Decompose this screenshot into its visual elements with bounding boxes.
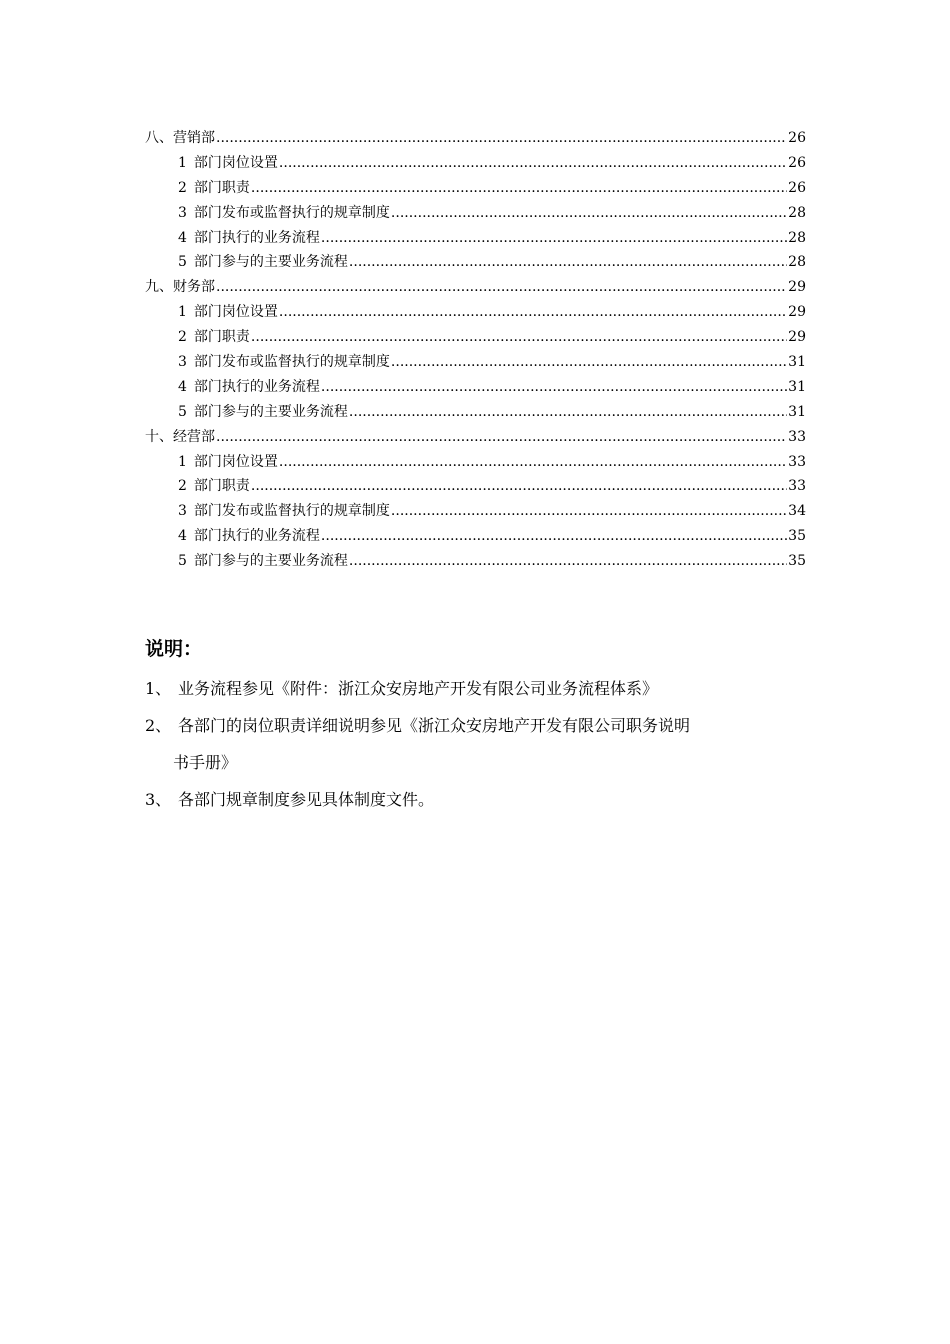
toc-entry-page: 34 — [788, 503, 806, 520]
toc-entry-number: 1 — [178, 154, 187, 171]
toc-entry-label: 部门岗位设置 — [193, 154, 278, 171]
toc-entry-page: 26 — [788, 154, 806, 171]
toc-dot-leader — [349, 250, 787, 275]
note-text: 各部门规章制度参见具体制度文件。 — [178, 790, 435, 809]
toc-entry-label: 部门职责 — [193, 478, 250, 495]
toc-entry-label: 部门岗位设置 — [193, 453, 278, 470]
toc-entry-number: 5 — [178, 254, 187, 271]
toc-entry-number: 3 — [178, 354, 187, 371]
toc-entry[interactable] — [145, 524, 806, 549]
toc-entry-number: 3 — [178, 204, 187, 221]
toc-entry-number: 2 — [178, 329, 187, 346]
toc-dot-leader — [251, 474, 787, 499]
toc-entry-page: 33 — [788, 428, 806, 445]
toc-entry-label: 部门参与的主要业务流程 — [193, 403, 348, 420]
toc-entry-label: 八、营销部 — [145, 130, 215, 146]
toc-entry-label: 部门参与的主要业务流程 — [193, 553, 348, 570]
toc-entry-number: 3 — [178, 503, 187, 520]
toc-entry[interactable] — [145, 250, 806, 275]
toc-dot-leader — [349, 400, 787, 425]
toc-entry-page: 35 — [788, 553, 806, 570]
notes-list — [145, 670, 825, 818]
toc-entry-page: 29 — [788, 304, 806, 321]
toc-entry-page: 33 — [788, 478, 806, 495]
toc-entry-page: 31 — [788, 378, 806, 395]
toc-entry[interactable] — [145, 226, 806, 251]
toc-dot-leader — [391, 350, 787, 375]
toc-entry[interactable] — [145, 450, 806, 475]
toc-entry[interactable] — [145, 549, 806, 574]
toc-dot-leader — [216, 275, 787, 300]
toc-entry-number: 2 — [178, 179, 187, 196]
toc-entry-page: 28 — [788, 229, 806, 246]
toc-entry-number: 5 — [178, 403, 187, 420]
toc-entry-number: 4 — [178, 229, 187, 246]
toc-dot-leader — [216, 425, 787, 450]
toc-entry-number: 1 — [178, 453, 187, 470]
toc-entry-page: 26 — [788, 130, 806, 146]
toc-entry-page: 29 — [788, 279, 806, 296]
toc-entry-page: 26 — [788, 179, 806, 196]
note-number: 2、 — [145, 716, 172, 735]
toc-entry-page: 31 — [788, 403, 806, 420]
toc-entry[interactable] — [145, 400, 806, 425]
toc-entry-page: 29 — [788, 329, 806, 346]
toc-entry[interactable] — [145, 425, 806, 450]
toc-dot-leader — [251, 176, 787, 201]
toc-entry[interactable] — [145, 300, 806, 325]
toc-entry[interactable] — [145, 350, 806, 375]
toc-entry-label: 部门职责 — [193, 179, 250, 196]
table-of-contents — [145, 126, 806, 574]
toc-dot-leader — [279, 151, 787, 176]
toc-dot-leader — [251, 325, 787, 350]
note-item — [145, 670, 825, 707]
toc-entry-label: 部门发布或监督执行的规章制度 — [193, 204, 390, 221]
toc-entry-number: 4 — [178, 378, 187, 395]
toc-entry-page: 31 — [788, 354, 806, 371]
toc-entry-label: 部门参与的主要业务流程 — [193, 254, 348, 271]
note-text: 各部门的岗位职责详细说明参见《浙江众安房地产开发有限公司职务说明 — [178, 716, 691, 735]
toc-entry[interactable] — [145, 126, 806, 151]
toc-entry-number: 5 — [178, 553, 187, 570]
notes-section — [145, 632, 825, 818]
toc-dot-leader — [321, 524, 787, 549]
toc-entry[interactable] — [145, 375, 806, 400]
notes-title: 说明： — [145, 638, 203, 660]
toc-entry-page: 33 — [788, 453, 806, 470]
note-text-continuation: 书手册》 — [173, 753, 238, 772]
toc-entry[interactable] — [145, 201, 806, 226]
toc-dot-leader — [391, 499, 787, 524]
toc-entry-label: 部门执行的业务流程 — [193, 378, 320, 395]
toc-entry-label: 部门职责 — [193, 329, 250, 346]
note-number: 3、 — [145, 790, 172, 809]
note-number: 1、 — [145, 679, 172, 698]
toc-entry[interactable] — [145, 151, 806, 176]
toc-entry-label: 十、经营部 — [145, 428, 215, 445]
toc-entry[interactable] — [145, 474, 806, 499]
toc-dot-leader — [391, 201, 787, 226]
note-item — [145, 707, 825, 781]
toc-entry[interactable] — [145, 275, 806, 300]
toc-dot-leader — [321, 226, 787, 251]
toc-entry-label: 部门执行的业务流程 — [193, 528, 320, 545]
toc-entry[interactable] — [145, 176, 806, 201]
toc-entry[interactable] — [145, 499, 806, 524]
toc-dot-leader — [279, 300, 787, 325]
toc-dot-leader — [216, 126, 787, 151]
toc-entry-page: 28 — [788, 204, 806, 221]
toc-entry-label: 部门发布或监督执行的规章制度 — [193, 503, 390, 520]
toc-entry[interactable] — [145, 325, 806, 350]
toc-dot-leader — [349, 549, 787, 574]
toc-entry-label: 部门发布或监督执行的规章制度 — [193, 354, 390, 371]
toc-entry-number: 4 — [178, 528, 187, 545]
toc-entry-label: 部门岗位设置 — [193, 304, 278, 321]
toc-entry-page: 28 — [788, 254, 806, 271]
toc-dot-leader — [321, 375, 787, 400]
toc-dot-leader — [279, 450, 787, 475]
toc-entry-page: 35 — [788, 528, 806, 545]
note-text: 业务流程参见《附件：浙江众安房地产开发有限公司业务流程体系》 — [178, 679, 659, 698]
toc-entry-label: 部门执行的业务流程 — [193, 229, 320, 246]
toc-entry-label: 九、财务部 — [145, 279, 215, 296]
toc-entry-number: 2 — [178, 478, 187, 495]
toc-entry-number: 1 — [178, 304, 187, 321]
note-item — [145, 781, 825, 818]
